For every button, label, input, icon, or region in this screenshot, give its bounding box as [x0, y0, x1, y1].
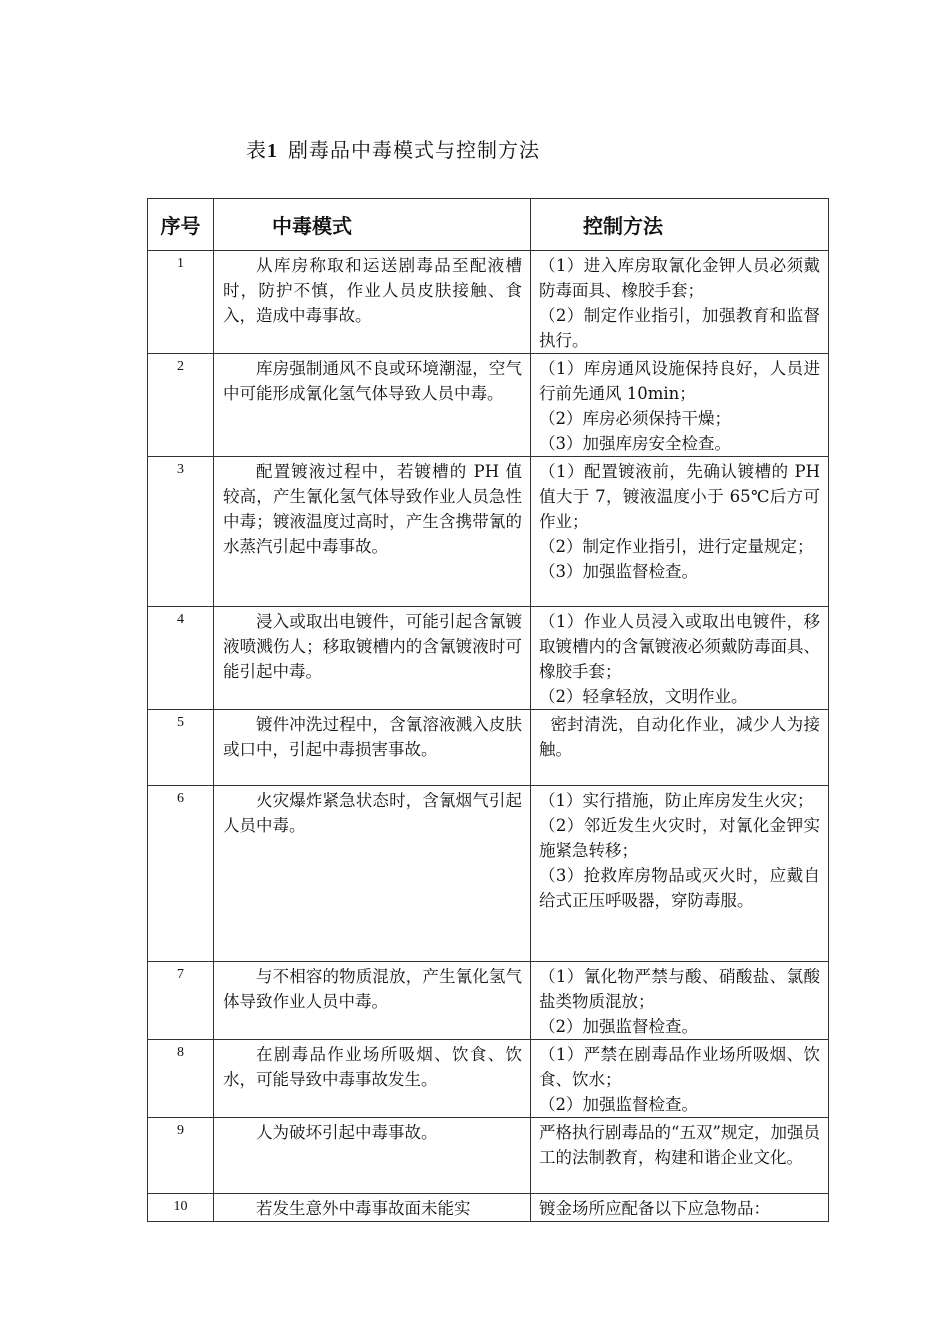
mode-cell — [214, 1118, 531, 1194]
mode-text: 从库房称取和运送剧毒品至配液槽时，防护不慎，作业人员皮肤接触、食入，造成中毒事故。 — [223, 256, 522, 325]
table-row — [148, 962, 829, 1040]
control-item: 镀金场所应配备以下应急物品： — [539, 1199, 770, 1218]
table-caption — [246, 134, 540, 163]
control-cell — [531, 962, 829, 1040]
control-cell — [531, 457, 829, 607]
control-cell — [531, 710, 829, 786]
control-cell — [531, 354, 829, 457]
control-cell — [531, 1118, 829, 1194]
control-item: （1）严禁在剧毒品作业场所吸烟、饮食、饮水； — [539, 1045, 820, 1089]
mode-cell — [214, 962, 531, 1040]
control-item: （1）进入库房取氰化金钾人员必须戴防毒面具、橡胶手套； — [539, 256, 820, 300]
control-item: （2）库房必须保持干燥； — [539, 409, 731, 428]
table-row — [148, 251, 829, 354]
mode-cell — [214, 710, 531, 786]
row-number: 5 — [148, 710, 214, 786]
mode-text: 镀件冲洗过程中，含氰溶液溅入皮肤或口中，引起中毒损害事故。 — [223, 715, 522, 759]
control-item: （1）实行措施，防止库房发生火灾； — [539, 791, 814, 810]
mode-text: 与不相容的物质混放，产生氰化氢气体导致作业人员中毒。 — [223, 967, 522, 1011]
row-number: 2 — [148, 354, 214, 457]
table-row — [148, 354, 829, 457]
control-item: （3）加强监督检查。 — [539, 562, 698, 581]
mode-text: 库房强制通风不良或环境潮湿，空气中可能形成氰化氢气体导致人员中毒。 — [223, 359, 522, 403]
row-number: 10 — [148, 1194, 214, 1222]
mode-cell — [214, 786, 531, 962]
mode-text: 火灾爆炸紧急状态时，含氰烟气引起人员中毒。 — [223, 791, 522, 835]
caption-text: 剧毒品中毒模式与控制方法 — [288, 138, 540, 162]
table-row — [148, 1118, 829, 1194]
row-number: 3 — [148, 457, 214, 607]
control-item: （2）加强监督检查。 — [539, 1017, 698, 1036]
control-item: （1）配置镀液前，先确认镀槽的 PH 值大于 7，镀液温度小于 65℃后方可作业； — [539, 462, 820, 531]
control-item: （2）制定作业指引，加强教育和监督执行。 — [539, 306, 820, 350]
header-mode: 中毒模式 — [214, 199, 531, 251]
caption-prefix: 表 — [246, 138, 267, 162]
mode-cell — [214, 251, 531, 354]
row-number: 8 — [148, 1040, 214, 1118]
table-row — [148, 786, 829, 962]
control-item: （1）库房通风设施保持良好，人员进行前先通风 10min； — [539, 359, 820, 403]
row-number: 1 — [148, 251, 214, 354]
row-number: 6 — [148, 786, 214, 962]
row-number: 4 — [148, 607, 214, 710]
control-cell — [531, 607, 829, 710]
table-row — [148, 1040, 829, 1118]
mode-text: 若发生意外中毒事故面未能实 — [256, 1199, 471, 1218]
table-row — [148, 1194, 829, 1222]
mode-text: 浸入或取出电镀件，可能引起含氰镀液喷溅伤人；移取镀槽内的含氰镀液时可能引起中毒。 — [223, 612, 522, 681]
control-cell — [531, 786, 829, 962]
control-cell — [531, 1194, 829, 1222]
control-item: （1）氰化物严禁与酸、硝酸盐、氯酸盐类物质混放； — [539, 967, 820, 1011]
poison-control-table — [147, 198, 829, 1222]
control-item: 严格执行剧毒品的“五双”规定，加强员工的法制教育，构建和谐企业文化。 — [539, 1123, 820, 1167]
caption-number: 1 — [267, 140, 278, 162]
control-item: （3）加强库房安全检查。 — [539, 434, 731, 453]
mode-text: 配置镀液过程中，若镀槽的 PH 值较高，产生氰化氢气体导致作业人员急性中毒；镀液温度过高时，产生含携带氰的水蒸汽引起中毒事故。 — [223, 462, 522, 556]
mode-cell — [214, 607, 531, 710]
table-row — [148, 457, 829, 607]
control-item: （1）作业人员浸入或取出电镀件，移取镀槽内的含氰镀液必须戴防毒面具、橡胶手套； — [539, 612, 820, 681]
mode-cell — [214, 1040, 531, 1118]
mode-cell — [214, 457, 531, 607]
table-row — [148, 710, 829, 786]
row-number: 9 — [148, 1118, 214, 1194]
control-item: 密封清洗，自动化作业，减少人为接触。 — [539, 715, 820, 759]
control-item: （2）轻拿轻放，文明作业。 — [539, 687, 748, 706]
control-cell — [531, 1040, 829, 1118]
row-number: 7 — [148, 962, 214, 1040]
control-item: （2）邻近发生火灾时，对氰化金钾实施紧急转移； — [539, 816, 820, 860]
control-cell — [531, 251, 829, 354]
control-item: （3）抢救库房物品或灭火时，应戴自给式正压呼吸器，穿防毒服。 — [539, 866, 820, 910]
control-item: （2）制定作业指引，进行定量规定； — [539, 537, 814, 556]
control-item: （2）加强监督检查。 — [539, 1095, 698, 1114]
table-row — [148, 607, 829, 710]
mode-text: 在剧毒品作业场所吸烟、饮食、饮水，可能导致中毒事故发生。 — [223, 1045, 522, 1089]
mode-cell — [214, 354, 531, 457]
header-control: 控制方法 — [531, 199, 829, 251]
mode-cell — [214, 1194, 531, 1222]
header-row — [148, 199, 829, 251]
mode-text: 人为破坏引起中毒事故。 — [256, 1123, 438, 1142]
header-no: 序号 — [148, 199, 214, 251]
